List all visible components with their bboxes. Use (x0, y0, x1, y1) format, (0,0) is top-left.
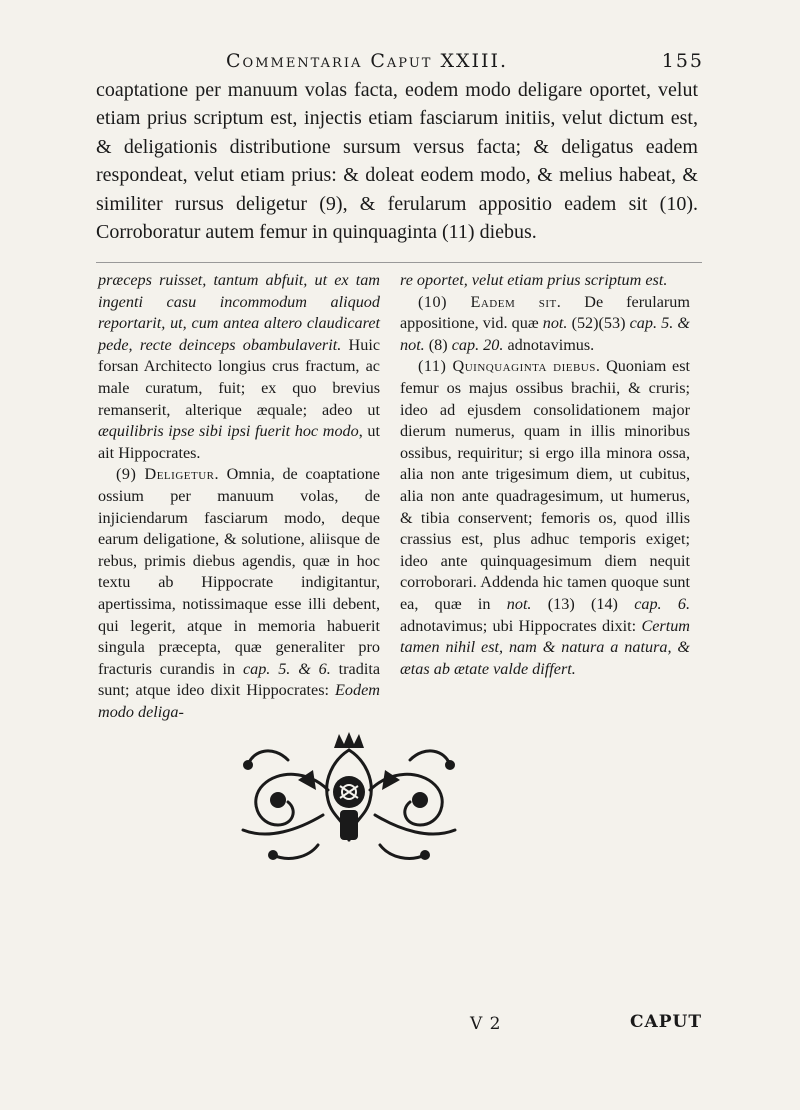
commentary-text: Quoniam est femur os majus ossibus brachii, & cruris; ideo ad ejusdem consolidationem major dierum numerus, quam in illis minoribus ossibus, requiritur; si ergo illa minora ossa, alia non ante trigesimum diem, ut cubitus, alia non ante quadragesimum, ut humerus, & tibia conservent; femoris os, quod illis crassius est, plus adhuc temporis exiget; ideo ante quinquagesimum diem nequit corroborari. Addenda hic tamen quoque sunt ea, quæ in (400, 357, 690, 613)
note-lemma: (11) Quinquaginta diebus. (418, 357, 601, 376)
commentary-paragraph (400, 356, 690, 680)
reference-text: cap. 6. (634, 594, 690, 613)
commentary-text: Omnia, de coaptatione ossium per manuum volas, de injiciendarum fasciarum modo, deque earum deligatione, & solutione, aliisque de rebus, primis diebus agendis, quæ in hoc textu ab Hippocrate indigitantur, apertissima, notissimaque esse illi debent, qui legerit, atque in memoria habuerit singula præcepta, quæ generaliter pro fracturis curandis in (98, 465, 380, 678)
printers-ornament-icon (228, 730, 470, 870)
note-lemma: (9) Deligetur. (116, 465, 220, 484)
italic-text: re oportet, velut etiam prius scriptum est. (400, 271, 668, 289)
commentary-text: adnotavimus; ubi Hippocrates dixit: (400, 616, 642, 635)
italic-text: Eodem modo deliga- (98, 681, 380, 721)
commentary-left-column (98, 270, 380, 723)
commentary-paragraph (98, 464, 380, 723)
note-lemma: (10) Eadem sit. (418, 292, 562, 311)
commentary-text: , ut ait Hippocrates. (98, 422, 381, 462)
main-text-block (96, 76, 698, 246)
commentary-paragraph (98, 270, 380, 464)
commentary-text: adnotavimus. (503, 335, 595, 354)
commentary-paragraph (400, 292, 690, 357)
italic-text: æquilibris ipse sibi ipsi fuerit hoc modo (98, 422, 359, 441)
italic-text: Certum tamen nihil est, nam & natura a natura, & ætas ab ætate valde differt. (400, 616, 690, 678)
main-paragraph: coaptatione per manuum volas facta, eodem modo deligare oportet, velut etiam prius scriptum est, injectis etiam fasciarum initiis, velut dictum est, & deligationis distributione sursum versus facta; & deligatus eadem respondeat, velut etiam prius: & doleat eodem modo, & melius habeat, & similiter rursus deligetur (9), & ferularum appositio eadem sit (10). Corroboratur autem femur in quinquaginta (11) diebus. (96, 79, 698, 244)
reference-text: cap. 5. & 6. (242, 659, 331, 678)
page-number: 155 (661, 50, 704, 72)
commentary-text: (8) (424, 335, 452, 354)
commentary-text: (52)(53) (567, 314, 630, 333)
commentary-text: Huic forsan Architecto longius crus fractum, ac male curatum, fuit; ex quo brevius remanserit, alterique æquale; adeo ut (98, 335, 381, 419)
reference-text: not. (506, 594, 532, 613)
reference-text: not. (542, 314, 568, 333)
reference-text: cap. 5. & not. (400, 314, 690, 354)
commentary-text: De ferularum appositione, vid. quæ (400, 292, 690, 333)
commentary-text: tradita sunt; atque ideo dixit Hippocrates: (98, 659, 380, 700)
reference-text: cap. 20. (451, 335, 504, 354)
running-title: Commentaria Caput XXIII. (226, 50, 509, 72)
commentary-text: (13) (14) (531, 594, 635, 613)
commentary-right-column (400, 270, 690, 680)
signature-mark: V 2 (470, 1014, 502, 1034)
catchword: CAPUT (630, 1012, 702, 1032)
commentary-paragraph (400, 270, 690, 292)
section-divider (96, 262, 702, 263)
italic-text: præceps ruisset, tantum abfuit, ut ex tam ingenti casu incommodum aliquod reportarit, ut, cum antea altero claudicaret pede, recte deinceps obambulaverit. (98, 271, 380, 354)
